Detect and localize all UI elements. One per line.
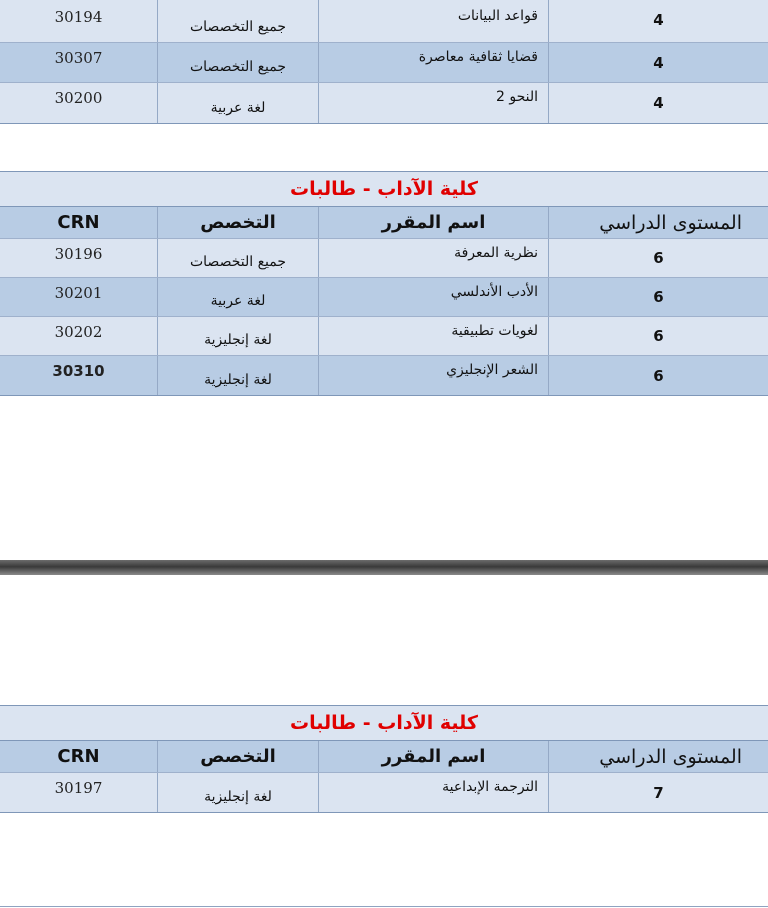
level-cell: 7 bbox=[653, 783, 664, 802]
header-crn: CRN bbox=[57, 746, 100, 767]
course-name-cell: قضايا ثقافية معاصرة bbox=[418, 49, 538, 65]
table-row bbox=[0, 239, 768, 278]
specialization-cell: لغة عربية bbox=[210, 293, 266, 309]
crn-cell: 30202 bbox=[54, 323, 103, 341]
crn-cell: 30307 bbox=[54, 49, 103, 67]
header-specialization: التخصص bbox=[200, 212, 276, 233]
level-cell: 6 bbox=[653, 288, 664, 306]
level-cell: 6 bbox=[653, 366, 664, 385]
specialization-cell: لغة إنجليزية bbox=[204, 372, 272, 388]
table-title: كلية الآداب - طالبات bbox=[290, 712, 478, 734]
specialization-cell: لغة إنجليزية bbox=[204, 332, 272, 348]
table-header-row bbox=[0, 207, 768, 239]
table-row bbox=[0, 0, 768, 43]
course-name-cell: لغويات تطبيقية bbox=[451, 323, 538, 339]
crn-cell: 30197 bbox=[54, 779, 103, 797]
crn-cell: 30200 bbox=[54, 89, 103, 107]
crn-cell: 30201 bbox=[54, 284, 103, 302]
course-table-continued bbox=[0, 0, 768, 124]
course-name-cell: الشعر الإنجليزي bbox=[446, 362, 538, 378]
page-bottom-rule bbox=[0, 906, 768, 907]
header-crn: CRN bbox=[57, 212, 100, 233]
crn-cell: 30196 bbox=[54, 245, 103, 263]
specialization-cell: لغة إنجليزية bbox=[204, 789, 272, 805]
table-row bbox=[0, 356, 768, 395]
course-table-arts-female-2 bbox=[0, 705, 768, 813]
level-cell: 6 bbox=[653, 327, 664, 345]
page-break-divider bbox=[0, 560, 768, 575]
table-row bbox=[0, 43, 768, 83]
course-name-cell: الأدب الأندلسي bbox=[450, 284, 538, 300]
course-table-arts-female bbox=[0, 171, 768, 396]
table-header-row bbox=[0, 741, 768, 773]
course-name-cell: نظرية المعرفة bbox=[454, 245, 538, 261]
course-name-cell: النحو 2 bbox=[495, 89, 538, 105]
specialization-cell: جميع التخصصات bbox=[189, 254, 287, 270]
header-level: المستوى الدراسي bbox=[599, 212, 742, 234]
level-cell: 4 bbox=[653, 94, 664, 112]
table-row bbox=[0, 317, 768, 356]
course-name-cell: قواعد البيانات bbox=[457, 8, 538, 24]
level-cell: 4 bbox=[653, 53, 664, 72]
course-name-cell: الترجمة الإبداعية bbox=[442, 779, 538, 795]
level-cell: 4 bbox=[653, 11, 664, 29]
header-specialization: التخصص bbox=[200, 746, 276, 767]
table-title-row bbox=[0, 172, 768, 207]
specialization-cell: جميع التخصصات bbox=[189, 19, 287, 35]
header-level: المستوى الدراسي bbox=[599, 746, 742, 768]
crn-cell: 30310 bbox=[52, 362, 105, 380]
specialization-cell: لغة عربية bbox=[210, 100, 266, 116]
header-course-name: اسم المقرر bbox=[381, 212, 486, 233]
table-row bbox=[0, 83, 768, 123]
table-row bbox=[0, 773, 768, 812]
header-course-name: اسم المقرر bbox=[381, 746, 486, 767]
level-cell: 6 bbox=[653, 249, 664, 267]
table-title-row bbox=[0, 706, 768, 741]
specialization-cell: جميع التخصصات bbox=[189, 59, 287, 75]
table-row bbox=[0, 278, 768, 317]
table-title: كلية الآداب - طالبات bbox=[290, 178, 478, 200]
crn-cell: 30194 bbox=[54, 8, 103, 26]
